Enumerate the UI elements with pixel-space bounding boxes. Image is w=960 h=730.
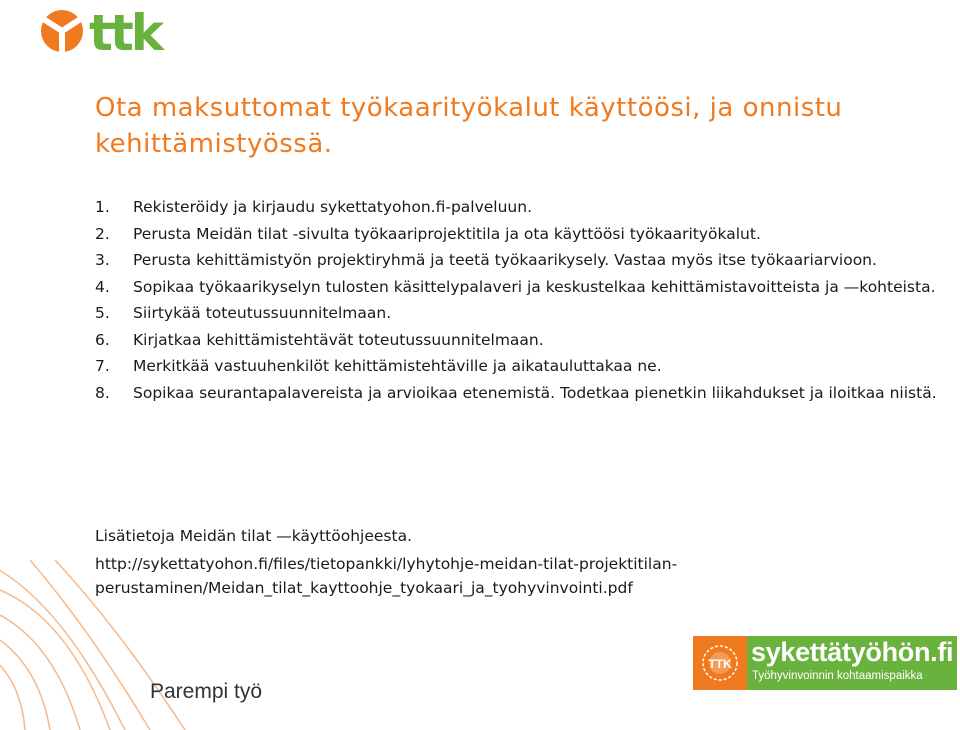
step-number: 3. — [95, 251, 110, 269]
ttk-logo[interactable] — [40, 6, 190, 56]
step-text: Siirtykää toteutussuunnitelmaan. — [133, 304, 392, 322]
step-text: Sopikaa työkaarikyselyn tulosten käsittelypalaveri ja keskustelkaa kehittämistavoitteista ja —kohteista. — [133, 277, 936, 296]
step-number: 5. — [95, 304, 110, 322]
more-info-text: Lisätietoja Meidän tilat —käyttöohjeesta. — [95, 527, 413, 545]
step-number: 1. — [95, 198, 110, 216]
ttk-logo-graphic — [40, 6, 190, 56]
step-number: 6. — [95, 330, 110, 349]
decorative-arcs — [0, 560, 200, 730]
list-item — [95, 222, 960, 246]
step-text: Kirjatkaa kehittämistehtävät toteutussuunnitelmaan. — [133, 330, 544, 349]
badge-text: TTK — [708, 657, 732, 671]
steps-list — [95, 195, 960, 407]
guide-url-link[interactable]: http://sykettatyohon.fi/files/tietopankki/lyhytohje-meidan-tilat-projektitilan-perustaminen/Meidan_tilat_kayttoohje_tyokaari_ja_tyohyvinvointi.pdf — [95, 555, 678, 597]
step-number: 7. — [95, 357, 110, 375]
list-item — [95, 275, 960, 299]
more-info-section — [95, 524, 915, 600]
sun-badge-icon — [700, 643, 740, 683]
step-number: 2. — [95, 224, 110, 243]
slogan: Parempi työ — [150, 680, 263, 703]
step-text: Perusta kehittämistyön projektiryhmä ja teetä työkaarikysely. Vastaa myös itse työkaariarvioon. — [133, 251, 877, 269]
list-item — [95, 381, 960, 405]
ttk-logo-text: ttk — [89, 6, 162, 56]
step-text: Perusta Meidän tilat -sivulta työkaariprojektitila ja ota käyttöösi työkaarityökalut. — [133, 224, 761, 243]
step-text: Rekisteröidy ja kirjaudu sykettatyohon.fi-palveluun. — [133, 198, 533, 216]
page-title: Ota maksuttomat työkaarityökalut käyttöösi, ja onnistu kehittämistyössä. — [95, 93, 843, 159]
list-item — [95, 354, 960, 378]
step-text: Merkitkää vastuuhenkilöt kehittämistehtäville ja aikatauluttakaa ne. — [133, 357, 662, 375]
brand-tagline: Työhyvinvoinnin kohtaamispaikka — [752, 670, 923, 682]
sykettatyohon-logo[interactable] — [693, 636, 957, 690]
list-item — [95, 248, 960, 272]
step-number: 8. — [95, 383, 110, 402]
step-number: 4. — [95, 277, 110, 296]
ttk-badge — [693, 636, 747, 690]
list-item — [95, 195, 960, 219]
brand-name: sykettätyöhön.fi — [751, 637, 954, 667]
step-text: Sopikaa seurantapalavereista ja arvioikaa etenemistä. Todetkaa pienetkin liikahdukset ja iloitkaa niistä. — [133, 383, 937, 402]
list-item — [95, 301, 960, 325]
list-item — [95, 328, 960, 352]
